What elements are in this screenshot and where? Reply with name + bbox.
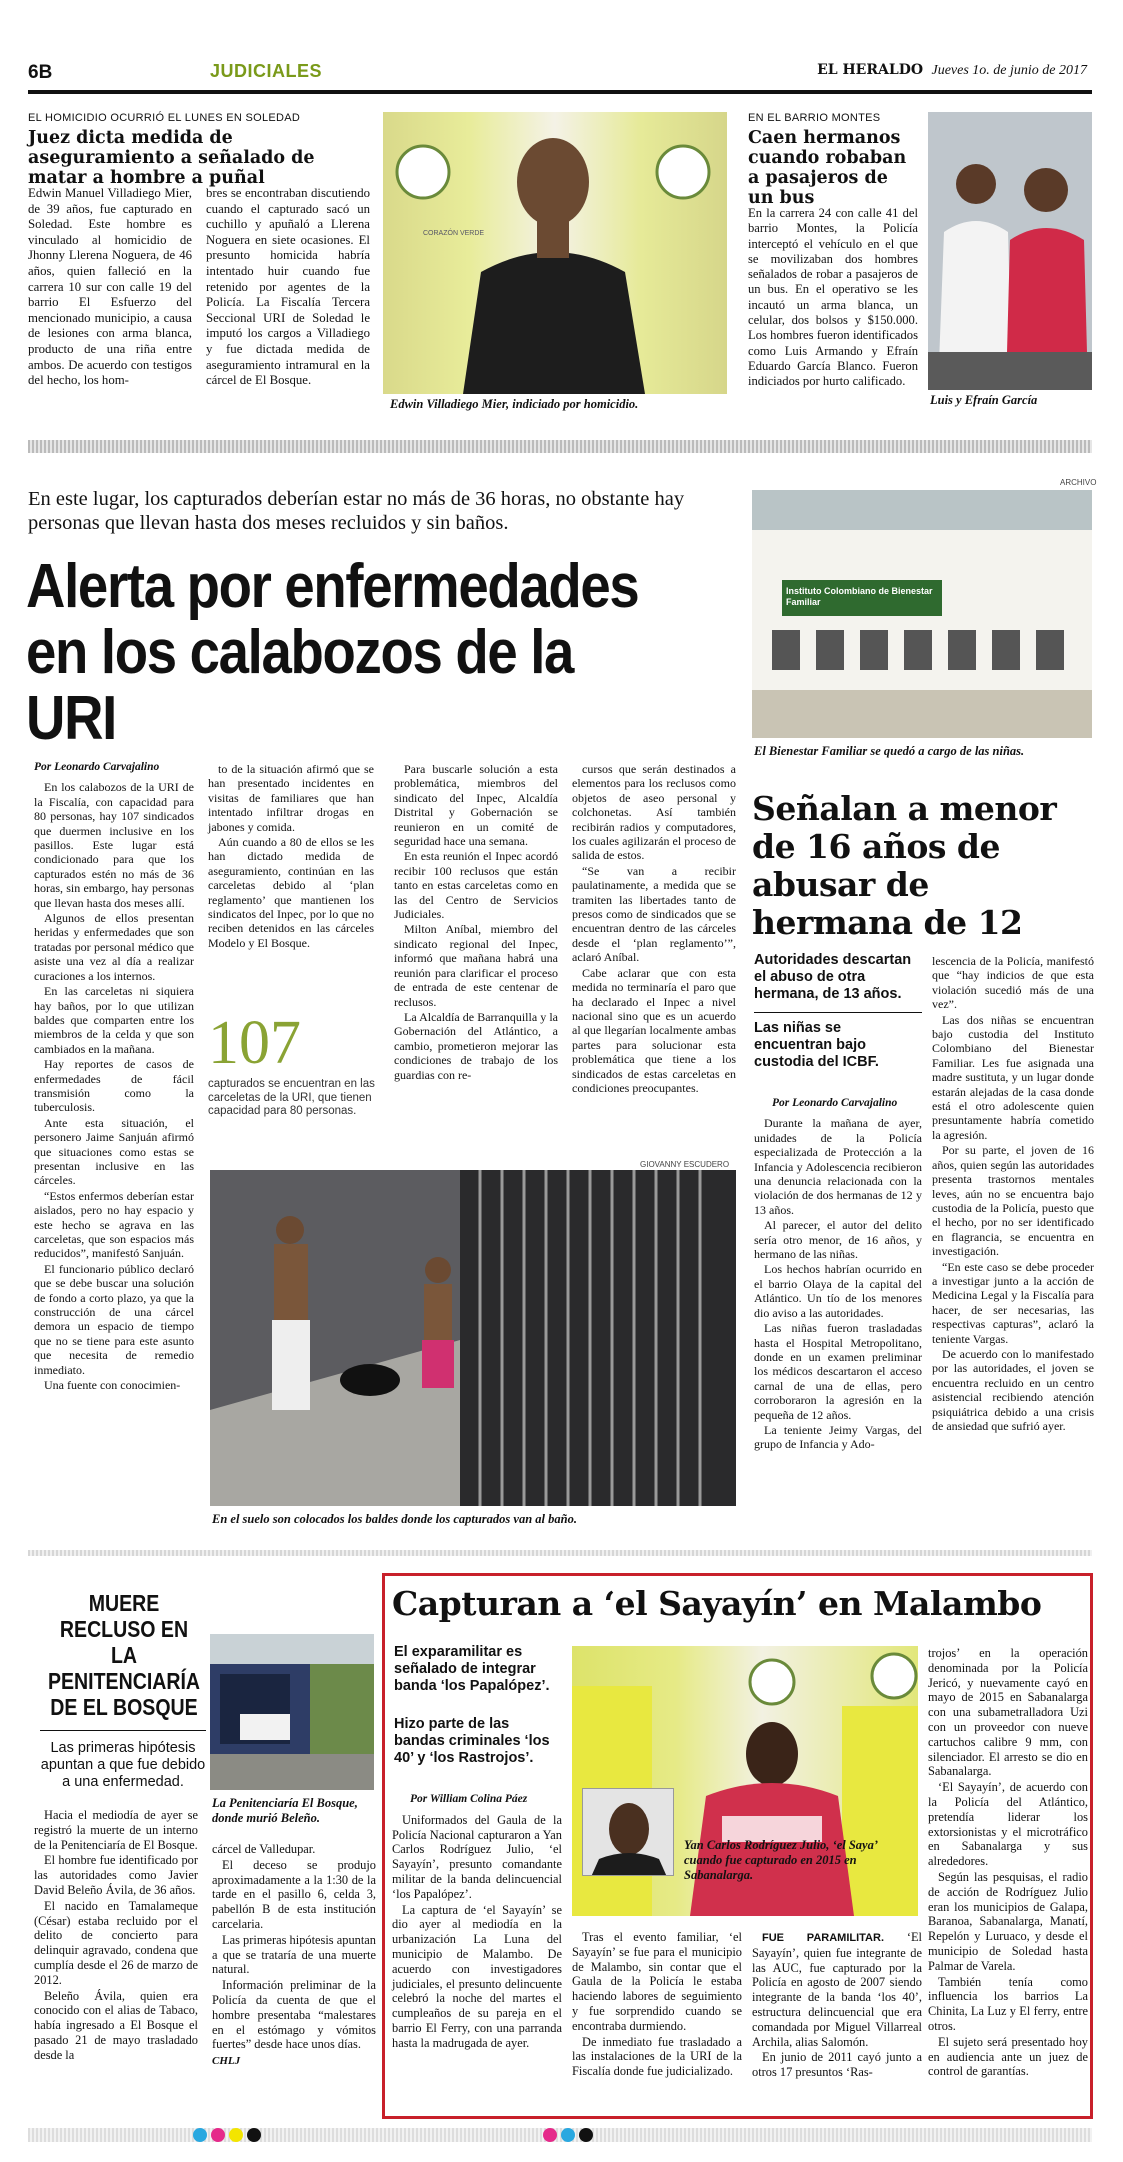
story4-col2	[212, 1842, 376, 2069]
paragraph: to de la situación afirmó que se han presentado incidentes en visitas de familiares que han intentado infiltrar drogas en jabones y comida.	[208, 762, 374, 834]
story3-deck1: Autoridades descartan el abuso de otra hermana, de 13 años.	[754, 952, 912, 1002]
paragraph: En las carceletas ni siquiera hay baños, por lo que utilizan baldes que comparten entre los miembros de la celda y que son cambiados en la mañana.	[34, 984, 194, 1056]
main-headline: Alerta por enfermedades en los calabozos de la URI	[26, 552, 639, 753]
icbf-sign: Instituto Colombiano de Bienestar Familiar	[786, 586, 933, 607]
photo-banner-text: CORAZÓN VERDE	[423, 230, 485, 237]
registration-marks	[190, 2126, 750, 2144]
page-number: 6B	[28, 62, 53, 83]
main-caption: En el suelo son colocados los baldes donde los capturados van al baño.	[212, 1512, 577, 1526]
paragraph: ‘El Sayayín’, de acuerdo con la Policía del Atlántico, pretendía liderar los extorsionistas y el microtráfico en Sabanalarga y sus alrededores.	[928, 1780, 1088, 1869]
paragraph: Una fuente con conocimien-	[44, 1378, 181, 1393]
paragraph: Algunos de ellos presentan heridas y enfermedades que son tratadas por personal médico que asiste una vez al día a realizar curaciones a los internos.	[34, 911, 194, 983]
main-photo	[210, 1170, 736, 1506]
paragraph: Al parecer, el autor del delito sería otro menor, de 16 años, y hermano de las niñas.	[754, 1218, 922, 1262]
paragraph: Hacia el mediodía de ayer se registró la muerte de un interno de la Penitenciaría de El Bosque.	[34, 1808, 198, 1852]
story3-headline: Señalan a menor de 16 años de abusar de hermana de 12	[752, 789, 1057, 942]
paragraph: De acuerdo con lo manifestado por las autoridades, el joven se encuentra recluido en un centro asistencial recibiendo atención psiquiátrica debido a una crisis de ansiedad que sufrió ayer.	[932, 1346, 1094, 1433]
prison-gate	[210, 1634, 374, 1790]
story4-col1	[34, 1808, 198, 2064]
paragraph: Las niñas fueron trasladadas hasta el Hospital Metropolitano, donde en un examen preliminar los médicos descartaron el acceso carnal de una de ellas, pero corroboraron la agresión en la pequeña de 12 años.	[754, 1321, 922, 1422]
paragraph: La Alcaldía de Barranquilla y la Gobernación del Atlántico, a cambio, prometieron mejorar las condiciones de trabajo de los guardias con re-	[394, 1009, 558, 1082]
paragraph: Milton Aníbal, miembro del sindicato regional del Inpec, informó que mañana habrá una reunión para clarificar el proceso de entrada de este centenar de reclusos.	[394, 922, 558, 1009]
story2-headline: Caen hermanos cuando robaban a pasajeros de un bus	[748, 128, 907, 208]
masthead	[817, 62, 1087, 79]
story3-col2	[932, 954, 1094, 1434]
main-byline: Por Leonardo Carvajalino	[34, 761, 160, 773]
icbf-credit: ARCHIVO	[1060, 478, 1097, 487]
paragraph: Uniformados del Gaula de la Policía Nacional capturaron a Yan Carlos Rodríguez Julio, ‘el Sayayín’, presunto comandante militar de la banda delincuencial ‘los Papalópez’.	[392, 1812, 562, 1901]
paragraph: Ante esta situación, el personero Jaime Sanjuán afirmó que situaciones como estas se presentan inclusive en las cárceles.	[34, 1115, 194, 1188]
story5-caption: Yan Carlos Rodríguez Julio, ‘el Saya’ cuando fue capturado en 2015 en Sabanalarga.	[684, 1838, 878, 1882]
paragraph: La teniente Jeimy Vargas, del grupo de Infancia y Ado-	[754, 1422, 922, 1452]
paragraph: Durante la mañana de ayer, unidades de la Policía especializada de Protección a la Infancia y Adolescencia recibieron una denuncia relacionada con la violación de dos hermanas de 12 y 13 años.	[754, 1116, 922, 1217]
story1-col1: Edwin Manuel Villadiego Mier, de 39 años, fue capturado en Soledad. Este hombre es vinculado al homicidio de Jhonny Llerena Noguera, de 46 años, quien falleció en la carrera 10 sur con calle 19 del barrio El Esfuerzo del mencionado municipio, a causa de lesiones con arma blanca, producto de una riña entre ambos. De acuerdo con testigos del hecho, los hom-	[28, 186, 192, 388]
paragraph: También tenía como influencia los barrios La Chinita, La Luz y El ferry, entre otros.	[928, 1974, 1088, 2033]
divider-band	[28, 440, 1092, 453]
paragraph: Aún cuando a 80 de ellos se les han dictado medida de aseguramiento, continúan en las carceletas debido al ‘plan reglamento’ que mantienen los sindicatos del Inpec, por lo que no reciben detenidos en las cárceles Modelo y El Bosque.	[208, 835, 374, 950]
story2-kicker: EN EL BARRIO MONTES	[748, 112, 881, 124]
bottom-divider	[28, 1550, 1092, 1556]
paragraph: Los hechos habrían ocurrido en el barrio Olaya de la capital del Atlántico. Un tío de los menores dio aviso a las autoridades.	[754, 1262, 922, 1320]
main-deck: En este lugar, los capturados deberían estar no más de 36 horas, no obstante hay personas que llevan hasta dos meses recluidos y sin baños.	[28, 488, 685, 534]
paper-name: EL HERALDO	[817, 62, 924, 78]
paragraph: Las dos niñas se encuentran bajo custodia del Instituto Colombiano del Bienestar Familiar. Les fue asignada una madre sustituta, y un lugar donde estarán alejadas de la casa donde está el otro adolescente quien presuntamente habría cometido la agresión.	[932, 1012, 1094, 1142]
story1-col2: bres se encontraban discutiendo cuando el capturado sacó un cuchillo y apuñaló a Llerena Noguera en siete ocasiones. El presunto homicida habría intentado huir cuando fue retenido por agentes de la Policía. La Fiscalía Tercera Seccional URI de Soledad le imputó los cargos a Villadiego y fue dictada medida de aseguramiento intramural en la cárcel de El Bosque.	[206, 186, 370, 388]
story1-headline: Juez dicta medida de aseguramiento a señalado de matar a hombre a puñal	[28, 128, 315, 188]
story5-col3	[752, 1930, 922, 2081]
main-col2	[208, 762, 374, 951]
story3-col1	[754, 1096, 922, 1453]
story5-byline: Por William Colina Páez	[410, 1793, 528, 1805]
inset-portrait	[582, 1788, 674, 1876]
brothers-figure	[928, 112, 1092, 390]
paragraph: En junio de 2011 cayó junto a otros 17 presuntos ‘Ras-	[752, 2050, 922, 2080]
mugshot-figure	[383, 112, 727, 394]
paragraph: trojos’ en la operación denominada por la Policía Jericó, y nuevamente cayó en mayo de 2015 en Sabanalarga con una subametralladora Uzi con un proveedor con nueve cartuchos calibre 9 mm, con silenciador. El arresto se dio en Sabanalarga.	[928, 1646, 1088, 1779]
paragraph: lescencia de la Policía, manifestó que “hay indicios de que esta violación sucedió más de una vez”.	[932, 954, 1094, 1012]
paragraph: Información preliminar de la Policía da cuenta de que el hombre presentaba “malestares en el estómago y vómitos fuertes” desde hace unos días.	[212, 1978, 376, 2052]
story3-deck-rule	[754, 1012, 922, 1013]
paragraph: Según las pesquisas, el radio de acción de Rodríguez Julio eran los municipios de Galapa, Baranoa, Sabanalarga, Manatí, Repelón y Luruaco, y desde el municipio de Soledad hasta Palmar de Varela.	[928, 1869, 1088, 1973]
story4-caption: La Penitenciaría El Bosque, donde murió Beleño.	[212, 1796, 358, 1825]
main-col1	[34, 760, 194, 1393]
section-label: JUDICIALES	[210, 61, 323, 81]
story4-headline: MUERE RECLUSO EN LA PENITENCIARÍA DE EL BOSQUE	[47, 1590, 201, 1720]
paragraph: Beleño Ávila, quien era conocido con el alias de Tabaco, había ingresado a El Bosque el pasado 21 de mayo trasladado desde la	[34, 1988, 198, 2062]
story2-body: En la carrera 24 con calle 41 del barrio Montes, la Policía interceptó el vehículo en el que se movilizaban dos hombres señalados de robar a pasajeros de un bus. En el operativo se les incautó un arma blanca, un celular, dos bolsos y $150.000. Los hombres fueron identificados como Luis Armando y Efraín Eduardo García Blanco. Fueron indiciados por hurto calificado.	[748, 206, 918, 389]
paragraph: cárcel de Valledupar.	[212, 1842, 316, 1856]
story4-signoff: CHLJ	[212, 2055, 241, 2068]
story4-rule	[40, 1730, 206, 1731]
icbf-building	[752, 490, 1092, 738]
portrait-face	[583, 1789, 674, 1876]
story5-headline: Capturan a ‘el Sayayín’ en Malambo	[392, 1584, 1042, 1623]
story5-deck1: El exparamilitar es señalado de integrar banda ‘los Papalópez’.	[394, 1644, 550, 1694]
story1-caption: Edwin Villadiego Mier, indiciado por homicidio.	[390, 397, 639, 411]
paragraph: Hay reportes de casos de enfermedades de fácil transmisión como la tuberculosis.	[34, 1057, 194, 1115]
paragraph	[752, 1930, 922, 2049]
story2-photo	[928, 112, 1092, 390]
paragraph: “Estos enfermos deberían estar aislados, pero no hay espacio y este hecho se agrava en las carceletas, que son espacios más reducidos”, manifestó Sanjuán.	[34, 1188, 194, 1261]
story2-caption: Luis y Efraín García	[930, 393, 1038, 407]
story3-deck2: Las niñas se encuentran bajo custodia del ICBF.	[754, 1020, 879, 1070]
paragraph: La captura de ‘el Sayayín’ se dio ayer al mediodía en la urbanización La Luna del municipio de Malambo. De acuerdo con investigadores judiciales, el presunto delincuente celebró la noche del martes el cumpleaños de su pareja en el barrio El Ferry, con una parranda hasta la madrugada de ayer.	[392, 1902, 562, 2050]
paragraph: Para buscarle solución a esta problemática, miembros del sindicato del Inpec, Alcaldía Distrital y Gobernación se reunieron en un comité de seguridad hace una semana.	[394, 762, 558, 849]
paragraph: El hombre fue identificado por las autoridades como Javier David Beleño Ávila, de 36 años.	[34, 1853, 198, 1897]
stat-number: 107	[208, 1009, 301, 1077]
story5-col2	[572, 1930, 742, 2080]
story3-byline: Por Leonardo Carvajalino	[772, 1097, 898, 1109]
paragraph: De inmediato fue trasladado a las instalaciones de la URI de la Fiscalía donde fue judicializado.	[572, 2034, 742, 2079]
story5-deck2: Hizo parte de las bandas criminales ‘los 40’ y ‘los Rastrojos’.	[394, 1716, 550, 1766]
story5-col4	[928, 1646, 1088, 2080]
paragraph-text: ‘El Sayayín’, quien fue integrante de las AUC, fue capturado por la Policía en agosto de 2007 siendo integrante de la banda ‘los 40’, estructura delincuencial que era comandada por Miguel Villarreal Archila, alias Salomón.	[752, 1930, 922, 2049]
paragraph: Las primeras hipótesis apuntan a que se trataría de una muerte natural.	[212, 1932, 376, 1977]
paragraph: “Se van a recibir paulatinamente, a medida que se tramiten las libertades tanto de presos como de sindicados que se encuentran dentro de las cárceles desde el ‘plan reglamento’”, aclaró Aníbal.	[572, 863, 736, 965]
main-col3	[394, 762, 558, 1083]
story1-kicker: EL HOMICIDIO OCURRIÓ EL LUNES EN SOLEDAD	[28, 112, 301, 124]
icbf-photo	[752, 490, 1092, 738]
main-photo-credit: GIOVANNY ESCUDERO	[640, 1160, 730, 1169]
date: Jueves 1o. de junio de 2017	[931, 63, 1087, 78]
main-col4	[572, 762, 736, 1096]
paragraph: El sujeto será presentado hoy en audiencia ante un juez de control de garantías.	[928, 2034, 1088, 2079]
stat-text: capturados se encuentran en las carceletas de la URI, que tienen capacidad para 80 personas.	[208, 1078, 375, 1117]
story4-photo	[210, 1634, 374, 1790]
paragraph: “En este caso se debe proceder a investigar junto a la acción de Medicina Legal y la Fiscalía para hacer, de ser necesarias, las respectivas capturas”, aclaró la teniente Vargas.	[932, 1259, 1094, 1346]
story5-col1	[392, 1792, 562, 2052]
paragraph: El deceso se produjo aproximadamente a la 1:30 de la tarde en el pasillo 6, celda 3, pabellón B de esta institución carcelaria.	[212, 1857, 376, 1931]
paragraph: Cabe aclarar que con esta medida no terminaría el paro que ha declarado el Inpec a nivel nacional sino que es un acuerdo al que llegarían localmente ambas partes para solucionar esta problemática que tiene a los sindicados de estas carceletas en condiciones preocupantes.	[572, 965, 736, 1095]
paragraph: El nacido en Tamalameque (César) estaba recluido por el delito de concierto para delinquir agravado, condena que cumplía desde el 26 de marzo de 2012.	[34, 1898, 198, 1987]
paragraph: En los calabozos de la URI de la Fiscalía, con capacidad para 80 personas, hay 107 sindicados que duermen inclusive en los pasillos. Este lugar está condicionado para que los capturados estén no más de 36 horas, sin embargo, hay personas que llevan hasta dos meses allí.	[34, 780, 194, 910]
story1-photo	[383, 112, 727, 394]
paragraph: En esta reunión el Inpec acordó recibir 100 reclusos que están tanto en estas carceletas como en las del Centro de Servicios Judiciales.	[394, 849, 558, 922]
paragraph: cursos que serán destinados a elementos para los reclusos como objetos de aseo personal y colchonetas. Así también recibirán radios y computadores, los cuales agilizarán el proceso de salida de estos.	[572, 762, 736, 863]
paragraph: Por su parte, el joven de 16 años, quien según las autoridades presenta trastornos mentales leves, aún no se encuentra bajo custodia de la Policía, puesto que el hecho, por no ser identificado en flagrancia, se encuentra en investigación.	[932, 1143, 1094, 1259]
icbf-caption: El Bienestar Familiar se quedó a cargo de las niñas.	[754, 744, 1025, 758]
header-rule	[28, 90, 1092, 94]
story5-col3-lead: FUE PARAMILITAR.	[762, 1932, 884, 1944]
story4-deck: Las primeras hipótesis apuntan a que fue debido a una enfermedad.	[40, 1740, 206, 1790]
paragraph: El funcionario público declaró que se debe buscar una solución de fondo a corto plazo, ya que la construcción de una cárcel demora un espacio de tiempo que no se tiene para este asunto que necesita de remedio inmediato.	[34, 1261, 194, 1377]
cells-scene	[210, 1170, 736, 1506]
paragraph: Tras el evento familiar, ‘el Sayayín’ se fue para el municipio de Malambo, sin contar que el Gaula de la Policía le estaba haciendo labores de seguimiento y fue sorprendido cuando se encontraba durmiendo.	[572, 1930, 742, 2033]
